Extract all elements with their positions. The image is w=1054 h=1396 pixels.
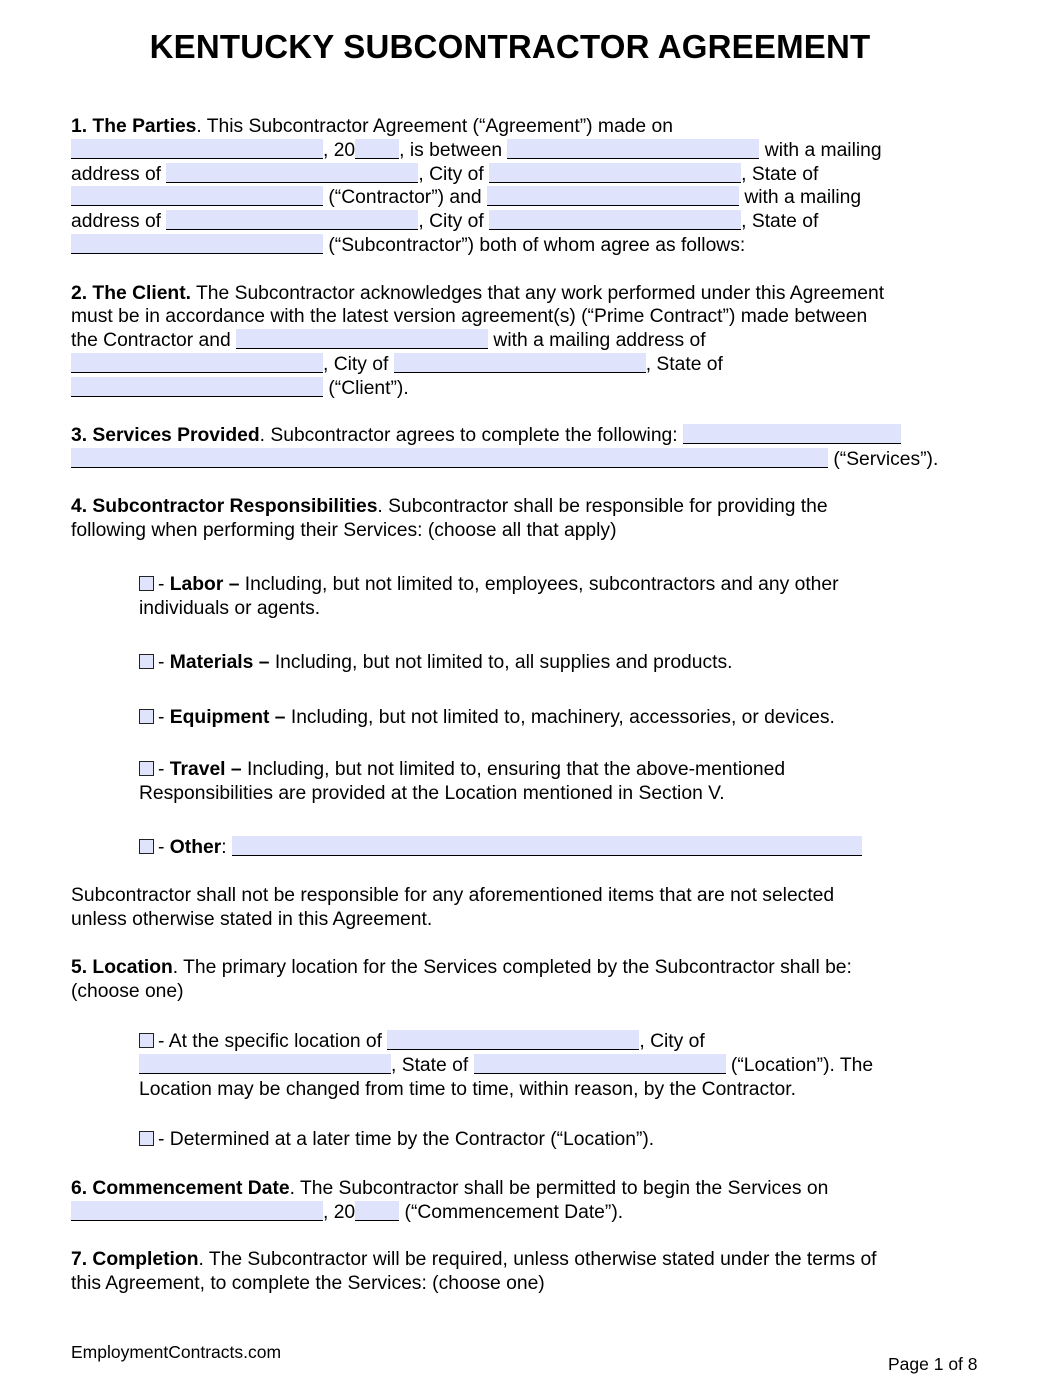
s1-line-1: 1. The Parties. This Subcontractor Agreement (“Agreement”) made on xyxy=(71,116,673,137)
s7-line-2: this Agreement, to complete the Services: (choose one) xyxy=(71,1273,545,1294)
location-state-field[interactable] xyxy=(474,1054,726,1074)
services-field-2[interactable] xyxy=(71,448,828,468)
subcontractor-name-field[interactable] xyxy=(487,186,739,206)
equipment-option: - Equipment – Including, but not limited to, machinery, accessories, or devices. xyxy=(139,706,835,730)
client-city-field[interactable] xyxy=(394,353,646,373)
location-city-field[interactable] xyxy=(139,1054,391,1074)
travel-option: - Travel – Including, but not limited to, ensuring that the above-mentioned xyxy=(139,758,785,782)
labor-option-line-2: individuals or agents. xyxy=(139,598,321,619)
s2-line-2: must be in accordance with the latest version agreement(s) (“Prime Contract”) made between xyxy=(71,306,868,327)
s2-heading: 2. The Client. xyxy=(71,283,191,304)
services-field-1[interactable] xyxy=(683,424,901,444)
agreement-date-field[interactable] xyxy=(71,139,323,159)
s5-heading: 5. Location xyxy=(71,957,173,978)
s4-line-1: 4. Subcontractor Responsibilities. Subcontractor shall be responsible for providing the xyxy=(71,496,828,517)
client-name-field[interactable] xyxy=(236,329,488,349)
materials-checkbox[interactable] xyxy=(139,654,154,669)
s5-line-2: (choose one) xyxy=(71,981,184,1002)
s7-line-1: 7. Completion. The Subcontractor will be required, unless otherwise stated under the terms of xyxy=(71,1249,877,1270)
s2-line-1: 2. The Client. The Subcontractor acknowledges that any work performed under this Agreement xyxy=(71,283,885,304)
agreement-year-field[interactable] xyxy=(355,139,399,159)
s1-line-4: (“Contractor”) and with a mailing xyxy=(71,186,861,210)
other-option: - Other: xyxy=(139,836,862,860)
s1-line-6: (“Subcontractor”) both of whom agree as follows: xyxy=(71,234,745,258)
s3-heading: 3. Services Provided xyxy=(71,425,260,446)
s1-heading: 1. The Parties xyxy=(71,116,197,137)
contractor-name-field[interactable] xyxy=(507,139,759,159)
subcontractor-state-field[interactable] xyxy=(71,234,323,254)
labor-checkbox[interactable] xyxy=(139,576,154,591)
contractor-address-field[interactable] xyxy=(166,163,418,183)
materials-option: - Materials – Including, but not limited to, all supplies and products. xyxy=(139,651,733,675)
contractor-city-field[interactable] xyxy=(489,163,741,183)
s1-line-5: address of , City of , State of xyxy=(71,211,819,232)
page-number: Page 1 of 8 xyxy=(888,1354,978,1374)
specific-location-line-3: Location may be changed from time to time, within reason, by the Contractor. xyxy=(139,1079,796,1100)
contractor-state-field[interactable] xyxy=(71,186,323,206)
s1-line-2: , 20 , is between with a mailing xyxy=(71,139,882,163)
labor-option: - Labor – Including, but not limited to, employees, subcontractors and any other xyxy=(139,573,839,597)
s4-line-2: following when performing their Services: (choose all that apply) xyxy=(71,520,617,541)
commencement-year-field[interactable] xyxy=(355,1201,399,1221)
travel-option-line-2: Responsibilities are provided at the Location mentioned in Section V. xyxy=(139,783,725,804)
s4-note-line-1: Subcontractor shall not be responsible for any aforementioned items that are not selected xyxy=(71,885,835,906)
s7-heading: 7. Completion xyxy=(71,1249,199,1270)
s2-line-4: , City of , State of xyxy=(71,353,723,377)
travel-checkbox[interactable] xyxy=(139,761,154,776)
s4-heading: 4. Subcontractor Responsibilities xyxy=(71,496,378,517)
s6-line-1: 6. Commencement Date. The Subcontractor shall be permitted to begin the Services on xyxy=(71,1178,829,1199)
later-location-option: - Determined at a later time by the Contractor (“Location”). xyxy=(139,1128,654,1152)
s1-line-3: address of , City of , State of xyxy=(71,164,819,185)
s2-line-5: (“Client”). xyxy=(71,377,409,401)
document-title: KENTUCKY SUBCONTRACTOR AGREEMENT xyxy=(149,28,871,65)
location-address-field[interactable] xyxy=(387,1030,639,1050)
subcontractor-city-field[interactable] xyxy=(489,210,741,230)
other-field[interactable] xyxy=(232,836,862,856)
s6-heading: 6. Commencement Date xyxy=(71,1178,290,1199)
client-address-field[interactable] xyxy=(71,353,323,373)
specific-location-option: - At the specific location of , City of xyxy=(139,1030,705,1054)
s4-note-line-2: unless otherwise stated in this Agreement. xyxy=(71,909,433,930)
client-state-field[interactable] xyxy=(71,377,323,397)
specific-location-line-2: , State of (“Location”). The xyxy=(139,1054,873,1078)
s5-line-1: 5. Location. The primary location for the Services completed by the Subcontractor shall be: xyxy=(71,957,852,978)
other-checkbox[interactable] xyxy=(139,839,154,854)
subcontractor-address-field[interactable] xyxy=(166,210,418,230)
footer-site: EmploymentContracts.com xyxy=(71,1342,282,1362)
commencement-date-field[interactable] xyxy=(71,1201,323,1221)
equipment-checkbox[interactable] xyxy=(139,709,154,724)
s2-line-3: the Contractor and with a mailing address of xyxy=(71,330,706,351)
s6-line-2: , 20 (“Commencement Date”). xyxy=(71,1201,623,1225)
later-location-checkbox[interactable] xyxy=(139,1131,154,1146)
s3-line-2: (“Services”). xyxy=(71,448,938,472)
s3-line-1: 3. Services Provided. Subcontractor agrees to complete the following: xyxy=(71,424,901,448)
specific-location-checkbox[interactable] xyxy=(139,1033,154,1048)
